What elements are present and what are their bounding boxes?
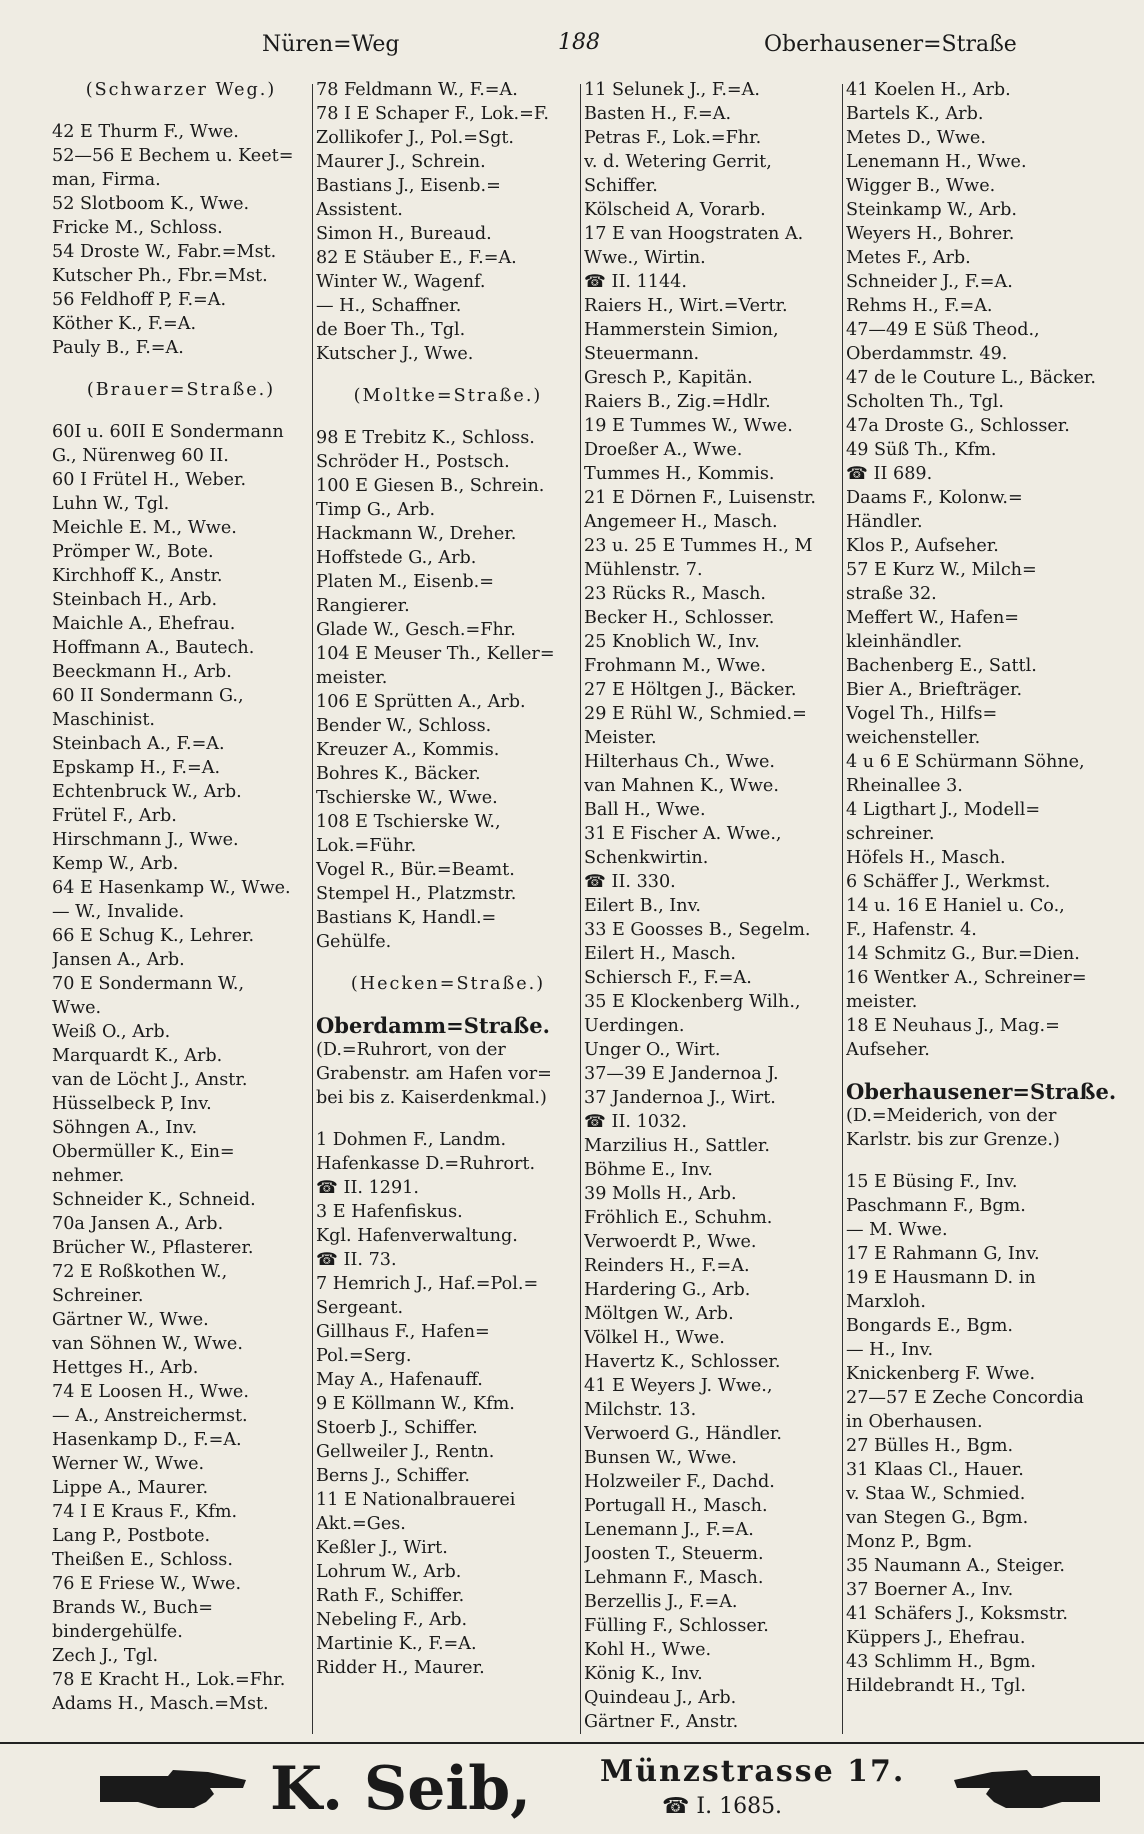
directory-entry: — M. Wwe. xyxy=(846,1220,948,1240)
directory-entry: Schröder H., Postsch. xyxy=(316,452,510,472)
directory-entry: Pauly B., F.=A. xyxy=(52,338,184,358)
directory-entry: Keßler J., Wirt. xyxy=(316,1538,448,1558)
directory-entry: meister. xyxy=(846,992,918,1012)
directory-entry: Meister. xyxy=(584,728,657,748)
directory-entry: Kirchhoff K., Anstr. xyxy=(52,566,223,586)
directory-entry: Kölscheid A, Vorarb. xyxy=(584,200,766,220)
column-divider xyxy=(312,84,313,1734)
directory-entry: Verwoerdt P., Wwe. xyxy=(584,1232,757,1252)
directory-entry: 15 E Büsing F., Inv. xyxy=(846,1172,1018,1192)
directory-entry: Prömper W., Bote. xyxy=(52,542,214,562)
directory-entry: v. d. Wetering Gerrit, xyxy=(584,152,772,172)
directory-entry: 35 Naumann A., Steiger. xyxy=(846,1556,1066,1576)
directory-entry: 31 E Fischer A. Wwe., xyxy=(584,824,782,844)
directory-entry: Obermüller K., Ein= xyxy=(52,1142,235,1162)
directory-entry: van de Löcht J., Anstr. xyxy=(52,1070,248,1090)
directory-entry: Meichle E. M., Wwe. xyxy=(52,518,237,538)
directory-entry: 29 E Rühl W., Schmied.= xyxy=(584,704,807,724)
directory-entry: 47—49 E Süß Theod., xyxy=(846,320,1040,340)
directory-entry: 106 E Sprütten A., Arb. xyxy=(316,692,526,712)
directory-entry: Quindeau J., Arb. xyxy=(584,1688,737,1708)
directory-entry: bei bis z. Kaiserdenkmal.) xyxy=(316,1088,547,1108)
directory-entry: Lippe A., Maurer. xyxy=(52,1478,209,1498)
spacer xyxy=(846,1062,1116,1080)
directory-entry: Höfels H., Masch. xyxy=(846,848,1006,868)
directory-entry: Rheinallee 3. xyxy=(846,776,963,796)
directory-entry: 54 Droste W., Fabr.=Mst. xyxy=(52,242,277,262)
directory-entry: Schiffer. xyxy=(584,176,658,196)
directory-entry: Echtenbruck W., Arb. xyxy=(52,782,242,802)
directory-entry: 25 Knoblich W., Inv. xyxy=(584,632,760,652)
directory-entry: Lehmann F., Masch. xyxy=(584,1568,764,1588)
directory-entry: 37 Jandernoa J., Wirt. xyxy=(584,1088,776,1108)
directory-entry: 41 Koelen H., Arb. xyxy=(846,80,1011,100)
directory-entry: Söhngen A., Inv. xyxy=(52,1118,198,1138)
directory-entry: Bunsen W., Wwe. xyxy=(584,1448,737,1468)
directory-entry: Lok.=Führ. xyxy=(316,836,417,856)
directory-entry: 31 Klaas Cl., Hauer. xyxy=(846,1460,1024,1480)
directory-entry: Adams H., Masch.=Mst. xyxy=(52,1694,269,1714)
directory-entry: Fricke M., Schloss. xyxy=(52,218,223,238)
directory-entry: meister. xyxy=(316,668,388,688)
street-heading: Oberdamm=Straße. xyxy=(316,1014,550,1038)
spacer xyxy=(316,408,580,426)
directory-entry: Bohres K., Bäcker. xyxy=(316,764,481,784)
directory-entry: Daams F., Kolonw.= xyxy=(846,488,1023,508)
directory-entry: Assistent. xyxy=(316,200,403,220)
directory-entry: 70 E Sondermann W., xyxy=(52,974,245,994)
directory-entry: Akt.=Ges. xyxy=(316,1514,406,1534)
directory-entry: 35 E Klockenberg Wilh., xyxy=(584,992,801,1012)
header-right-street: Oberhausener=Straße xyxy=(764,32,1017,57)
directory-entry: Bender W., Schloss. xyxy=(316,716,492,736)
directory-entry: Platen M., Eisenb.= xyxy=(316,572,494,592)
directory-entry: 11 Selunek J., F.=A. xyxy=(584,80,760,100)
spacer xyxy=(316,366,580,384)
directory-entry: 72 E Roßkothen W., xyxy=(52,1262,228,1282)
directory-entry: Kemp W., Arb. xyxy=(52,854,179,874)
directory-entry: Völkel H., Wwe. xyxy=(584,1328,725,1348)
directory-entry: Zollikofer J., Pol.=Sgt. xyxy=(316,128,514,148)
directory-entry: 74 E Loosen H., Wwe. xyxy=(52,1382,249,1402)
spacer xyxy=(846,1152,1116,1170)
directory-entry: Fülling F., Schlosser. xyxy=(584,1616,769,1636)
directory-entry: Raiers H., Wirt.=Vertr. xyxy=(584,296,788,316)
directory-entry: Epskamp H., F.=A. xyxy=(52,758,221,778)
directory-entry: Basten H., F.=A. xyxy=(584,104,732,124)
directory-entry: Marxloh. xyxy=(846,1292,926,1312)
directory-entry: Winter W., Wagenf. xyxy=(316,272,486,292)
directory-entry: 57 E Kurz W., Milch= xyxy=(846,560,1037,580)
directory-entry: Uerdingen. xyxy=(584,1016,685,1036)
directory-entry: van Söhnen W., Wwe. xyxy=(52,1334,243,1354)
directory-entry: bindergehülfe. xyxy=(52,1622,183,1642)
directory-entry: Böhme E., Inv. xyxy=(584,1160,713,1180)
directory-entry: 27 Bülles H., Bgm. xyxy=(846,1436,1014,1456)
directory-entry: Hoffmann A., Bautech. xyxy=(52,638,255,658)
directory-entry: straße 32. xyxy=(846,584,937,604)
directory-entry: Marzilius H., Sattler. xyxy=(584,1136,770,1156)
directory-entry: Oberdammstr. 49. xyxy=(846,344,1008,364)
directory-entry: Schiersch F., F.=A. xyxy=(584,968,752,988)
directory-entry: Paschmann F., Bgm. xyxy=(846,1196,1026,1216)
directory-entry: 52—56 E Bechem u. Keet= xyxy=(52,146,294,166)
directory-entry: man, Firma. xyxy=(52,170,161,190)
directory-entry: Hackmann W., Dreher. xyxy=(316,524,517,544)
directory-entry: Maichle A., Ehefrau. xyxy=(52,614,236,634)
directory-entry: ☎ II. 73. xyxy=(316,1250,397,1270)
spacer xyxy=(316,996,580,1014)
directory-entry: Lang P., Postbote. xyxy=(52,1526,211,1546)
directory-entry: Hilterhaus Ch., Wwe. xyxy=(584,752,775,772)
directory-entry: Weiß O., Arb. xyxy=(52,1022,171,1042)
directory-entry: Schenkwirtin. xyxy=(584,848,709,868)
directory-entry: Marquardt K., Arb. xyxy=(52,1046,223,1066)
directory-entry: Karlstr. bis zur Grenze.) xyxy=(846,1130,1060,1150)
directory-entry: Vogel R., Bür.=Beamt. xyxy=(316,860,515,880)
spacer xyxy=(316,1110,580,1128)
directory-entry: 42 E Thurm F., Wwe. xyxy=(52,122,239,142)
directory-entry: F., Hafenstr. 4. xyxy=(846,920,977,940)
directory-entry: Möltgen W., Arb. xyxy=(584,1304,734,1324)
directory-entry: Martinie K., F.=A. xyxy=(316,1634,477,1654)
directory-entry: — A., Anstreichermst. xyxy=(52,1406,248,1426)
directory-entry: (D.=Meiderich, von der xyxy=(846,1106,1057,1126)
directory-entry: Lenemann H., Wwe. xyxy=(846,152,1027,172)
page-number: 188 xyxy=(558,30,600,55)
column-divider xyxy=(842,84,843,1734)
directory-entry: Gärtner F., Anstr. xyxy=(584,1712,739,1732)
directory-entry: Steinbach H., Arb. xyxy=(52,590,218,610)
header-left-street: Nüren=Weg xyxy=(262,32,400,57)
directory-entry: Eilert B., Inv. xyxy=(584,896,702,916)
directory-entry: Sergeant. xyxy=(316,1298,404,1318)
directory-entry: Hardering G., Arb. xyxy=(584,1280,751,1300)
directory-entry: Brands W., Buch= xyxy=(52,1598,214,1618)
street-heading: Oberhausener=Straße. xyxy=(846,1080,1116,1104)
section-heading: (Moltke=Straße.) xyxy=(353,386,543,406)
directory-entry: Schneider K., Schneid. xyxy=(52,1190,256,1210)
directory-entry: Hafenkasse D.=Ruhrort. xyxy=(316,1154,536,1174)
directory-entry: Becker H., Schlosser. xyxy=(584,608,775,628)
directory-entry: 19 E Hausmann D. in xyxy=(846,1268,1036,1288)
directory-entry: Schneider J., F.=A. xyxy=(846,272,1013,292)
directory-entry: 47 de le Couture L., Bäcker. xyxy=(846,368,1096,388)
directory-entry: 41 Schäfers J., Koksmstr. xyxy=(846,1604,1068,1624)
directory-entry: Metes F., Arb. xyxy=(846,248,971,268)
directory-entry: v. Staa W., Schmied. xyxy=(846,1484,1026,1504)
directory-entry: Weyers H., Bohrer. xyxy=(846,224,1015,244)
directory-entry: Luhn W., Tgl. xyxy=(52,494,170,514)
directory-entry: Meffert W., Hafen= xyxy=(846,608,1020,628)
column-2 xyxy=(316,78,580,1738)
directory-entry: Timp G., Arb. xyxy=(316,500,436,520)
directory-entry: Wigger B., Wwe. xyxy=(846,176,996,196)
directory-entry: Metes D., Wwe. xyxy=(846,128,986,148)
directory-entry: 52 Slotboom K., Wwe. xyxy=(52,194,250,214)
directory-entry: 78 I E Schaper F., Lok.=F. xyxy=(316,104,549,124)
directory-entry: Portugall H., Masch. xyxy=(584,1496,768,1516)
directory-entry: in Oberhausen. xyxy=(846,1412,983,1432)
directory-entry: Frohmann M., Wwe. xyxy=(584,656,766,676)
directory-entry: Lenemann J., F.=A. xyxy=(584,1520,754,1540)
directory-entry: 56 Feldhoff P, F.=A. xyxy=(52,290,227,310)
advertiser-address: Münzstrasse 17. xyxy=(600,1754,906,1789)
spacer xyxy=(52,402,310,420)
directory-entry: Bastians K, Handl.= xyxy=(316,908,497,928)
directory-entry: Eilert H., Masch. xyxy=(584,944,737,964)
directory-entry: Holzweiler F., Dachd. xyxy=(584,1472,775,1492)
directory-entry: van Mahnen K., Wwe. xyxy=(584,776,779,796)
directory-entry: Mühlenstr. 7. xyxy=(584,560,703,580)
directory-entry: Gresch P., Kapitän. xyxy=(584,368,753,388)
directory-entry: Joosten T., Steuerm. xyxy=(584,1544,764,1564)
directory-entry: ☎ II. 1291. xyxy=(316,1178,419,1198)
directory-entry: Klos P., Aufseher. xyxy=(846,536,999,556)
spacer xyxy=(52,102,310,120)
directory-entry: 70a Jansen A., Arb. xyxy=(52,1214,224,1234)
directory-entry: 60 II Sondermann G., xyxy=(52,686,244,706)
page-header xyxy=(0,26,1144,66)
directory-entry: 16 Wentker A., Schreiner= xyxy=(846,968,1087,988)
directory-entry: Angemeer H., Masch. xyxy=(584,512,778,532)
directory-entry: Maurer J., Schrein. xyxy=(316,152,486,172)
directory-entry: 104 E Meuser Th., Keller= xyxy=(316,644,555,664)
directory-entry: Monz P., Bgm. xyxy=(846,1532,973,1552)
directory-entry: Bartels K., Arb. xyxy=(846,104,984,124)
directory-entry: Steuermann. xyxy=(584,344,700,364)
directory-entry: 66 E Schug K., Lehrer. xyxy=(52,926,255,946)
directory-entry: Simon H., Bureaud. xyxy=(316,224,492,244)
directory-entry: Rath F., Schiffer. xyxy=(316,1586,465,1606)
directory-entry: Steinbach A., F.=A. xyxy=(52,734,225,754)
directory-entry: 1 Dohmen F., Landm. xyxy=(316,1130,507,1150)
directory-entry: Köther K., F.=A. xyxy=(52,314,197,334)
section-heading: (Hecken=Straße.) xyxy=(350,974,546,994)
directory-entry: 82 E Stäuber E., F.=A. xyxy=(316,248,517,268)
directory-entry: Tschierske W., Wwe. xyxy=(316,788,498,808)
column-4 xyxy=(846,78,1116,1738)
directory-entry: 64 E Hasenkamp W., Wwe. xyxy=(52,878,291,898)
directory-entry: Fröhlich E., Schuhm. xyxy=(584,1208,773,1228)
column-3 xyxy=(584,78,840,1738)
directory-entry: Knickenberg F. Wwe. xyxy=(846,1364,1036,1384)
spacer xyxy=(52,360,310,378)
directory-entry: Beeckmann H., Arb. xyxy=(52,662,232,682)
directory-entry: 41 E Weyers J. Wwe., xyxy=(584,1376,773,1396)
directory-entry: Steinkamp W., Arb. xyxy=(846,200,1017,220)
directory-entry: 33 E Goosses B., Segelm. xyxy=(584,920,811,940)
directory-entry: ☎ II 689. xyxy=(846,464,933,484)
directory-entry: Hoffstede G., Arb. xyxy=(316,548,477,568)
directory-entry: Frütel F., Arb. xyxy=(52,806,177,826)
directory-entry: Glade W., Gesch.=Fhr. xyxy=(316,620,516,640)
directory-entry: ☎ II. 330. xyxy=(584,872,676,892)
directory-entry: 49 Süß Th., Kfm. xyxy=(846,440,997,460)
directory-entry: Unger O., Wirt. xyxy=(584,1040,721,1060)
directory-entry: Stempel H., Platzmstr. xyxy=(316,884,517,904)
directory-entry: Reinders H., F.=A. xyxy=(584,1256,750,1276)
directory-entry: van Stegen G., Bgm. xyxy=(846,1508,1029,1528)
directory-entry: 4 Ligthart J., Modell= xyxy=(846,800,1041,820)
directory-entry: Milchstr. 13. xyxy=(584,1400,697,1420)
directory-entry: Maschinist. xyxy=(52,710,155,730)
directory-entry: Raiers B., Zig.=Hdlr. xyxy=(584,392,771,412)
directory-entry: Schreiner. xyxy=(52,1286,144,1306)
directory-entry: 60 I Frütel H., Weber. xyxy=(52,470,247,490)
spacer xyxy=(316,954,580,972)
directory-entry: 17 E Rahmann G, Inv. xyxy=(846,1244,1040,1264)
directory-entry: Ridder H., Maurer. xyxy=(316,1658,485,1678)
directory-entry: 39 Molls H., Arb. xyxy=(584,1184,737,1204)
directory-entry: 9 E Köllmann W., Kfm. xyxy=(316,1394,515,1414)
directory-entry: 60I u. 60II E Sondermann xyxy=(52,422,284,442)
directory-entry: Werner W., Wwe. xyxy=(52,1454,205,1474)
directory-entry: Gillhaus F., Hafen= xyxy=(316,1322,490,1342)
directory-entry: Gellweiler J., Rentn. xyxy=(316,1442,495,1462)
directory-entry: nehmer. xyxy=(52,1166,125,1186)
directory-entry: kleinhändler. xyxy=(846,632,963,652)
directory-entry: 3 E Hafenfiskus. xyxy=(316,1202,463,1222)
advertiser-name: K. Seib, xyxy=(270,1754,532,1824)
directory-entry: Bastians J., Eisenb.= xyxy=(316,176,501,196)
advertiser-telephone: ☎ I. 1685. xyxy=(662,1794,783,1819)
directory-entry: 23 u. 25 E Tummes H., M xyxy=(584,536,813,556)
directory-entry: Bier A., Briefträger. xyxy=(846,680,1023,700)
directory-entry: 98 E Trebitz K., Schloss. xyxy=(316,428,535,448)
pointing-hand-icon xyxy=(98,1764,248,1814)
directory-entry: Hasenkamp D., F.=A. xyxy=(52,1430,242,1450)
directory-entry: Küppers J., Ehefrau. xyxy=(846,1628,1026,1648)
directory-entry: G., Nürenweg 60 II. xyxy=(52,446,229,466)
directory-entry: Nebeling F., Arb. xyxy=(316,1610,468,1630)
directory-entry: Rangierer. xyxy=(316,596,410,616)
directory-entry: 108 E Tschierske W., xyxy=(316,812,501,832)
directory-entry: 4 u 6 E Schürmann Söhne, xyxy=(846,752,1085,772)
directory-entry: Ball H., Wwe. xyxy=(584,800,706,820)
directory-entry: May A., Hafenauff. xyxy=(316,1370,483,1390)
directory-entry: schreiner. xyxy=(846,824,935,844)
directory-entry: Hildebrandt H., Tgl. xyxy=(846,1676,1027,1696)
directory-entry: 21 E Dörnen F., Luisenstr. xyxy=(584,488,817,508)
directory-entry: 14 u. 16 E Haniel u. Co., xyxy=(846,896,1065,916)
directory-entry: (D.=Ruhrort, von der xyxy=(316,1040,506,1060)
directory-entry: Jansen A., Arb. xyxy=(52,950,185,970)
directory-entry: Stoerb J., Schiffer. xyxy=(316,1418,478,1438)
directory-entry: 6 Schäffer J., Werkmst. xyxy=(846,872,1051,892)
directory-entry: 78 Feldmann W., F.=A. xyxy=(316,80,518,100)
directory-entry: 27—57 E Zeche Concordia xyxy=(846,1388,1084,1408)
directory-entry: Kohl H., Wwe. xyxy=(584,1640,712,1660)
advertisement-footer xyxy=(0,1742,1144,1830)
section-heading: (Brauer=Straße.) xyxy=(86,380,276,400)
directory-entry: Wwe. xyxy=(52,998,102,1018)
directory-entry: Hirschmann J., Wwe. xyxy=(52,830,239,850)
directory-entry: Vogel Th., Hilfs= xyxy=(846,704,998,724)
directory-entry: Berns J., Schiffer. xyxy=(316,1466,471,1486)
directory-entry: Tummes H., Kommis. xyxy=(584,464,775,484)
directory-entry: Kutscher Ph., Fbr.=Mst. xyxy=(52,266,268,286)
directory-entry: weichensteller. xyxy=(846,728,981,748)
directory-entry: Scholten Th., Tgl. xyxy=(846,392,1004,412)
directory-entry: Aufseher. xyxy=(846,1040,930,1060)
directory-entry: 23 Rücks R., Masch. xyxy=(584,584,767,604)
column-1 xyxy=(52,78,310,1738)
directory-entry: — H., Inv. xyxy=(846,1340,934,1360)
directory-entry: Pol.=Serg. xyxy=(316,1346,412,1366)
directory-entry: Händler. xyxy=(846,512,923,532)
directory-entry: ☎ II. 1144. xyxy=(584,272,687,292)
pointing-hand-icon xyxy=(952,1764,1102,1814)
directory-entry: 43 Schlimm H., Bgm. xyxy=(846,1652,1037,1672)
directory-entry: Kgl. Hafenverwaltung. xyxy=(316,1226,518,1246)
directory-entry: Hettges H., Arb. xyxy=(52,1358,199,1378)
directory-entry: 37—39 E Jandernoa J. xyxy=(584,1064,779,1084)
directory-entry: Berzellis J., F.=A. xyxy=(584,1592,738,1612)
directory-entry: 100 E Giesen B., Schrein. xyxy=(316,476,545,496)
directory-entry: Hüsselbeck P, Inv. xyxy=(52,1094,212,1114)
directory-entry: Brücher W., Pflasterer. xyxy=(52,1238,254,1258)
column-divider xyxy=(580,84,581,1734)
directory-entry: 74 I E Kraus F., Kfm. xyxy=(52,1502,238,1522)
directory-entry: Bongards E., Bgm. xyxy=(846,1316,1013,1336)
directory-entry: Verwoerd G., Händler. xyxy=(584,1424,782,1444)
directory-entry: 47a Droste G., Schlosser. xyxy=(846,416,1070,436)
directory-entry: Gehülfe. xyxy=(316,932,392,952)
directory-entry: Droeßer A., Wwe. xyxy=(584,440,743,460)
directory-entry: Theißen E., Schloss. xyxy=(52,1550,233,1570)
directory-entry: — H., Schaffner. xyxy=(316,296,462,316)
directory-entry: Gärtner W., Wwe. xyxy=(52,1310,209,1330)
directory-entry: Kutscher J., Wwe. xyxy=(316,344,474,364)
directory-entry: — W., Invalide. xyxy=(52,902,185,922)
directory-entry: Havertz K., Schlosser. xyxy=(584,1352,781,1372)
directory-entry: de Boer Th., Tgl. xyxy=(316,320,466,340)
directory-entry: 14 Schmitz G., Bur.=Dien. xyxy=(846,944,1080,964)
directory-entry: 17 E van Hoogstraten A. xyxy=(584,224,804,244)
directory-entry: Rehms H., F.=A. xyxy=(846,296,993,316)
directory-entry: 7 Hemrich J., Haf.=Pol.= xyxy=(316,1274,539,1294)
directory-entry: 18 E Neuhaus J., Mag.= xyxy=(846,1016,1060,1036)
directory-entry: 76 E Friese W., Wwe. xyxy=(52,1574,242,1594)
directory-entry: 78 E Kracht H., Lok.=Fhr. xyxy=(52,1670,286,1690)
directory-entry: Grabenstr. am Hafen vor= xyxy=(316,1064,552,1084)
directory-entry: 11 E Nationalbrauerei xyxy=(316,1490,516,1510)
directory-entry: Hammerstein Simion, xyxy=(584,320,779,340)
directory-entry: Lohrum W., Arb. xyxy=(316,1562,462,1582)
directory-entry: Petras F., Lok.=Fhr. xyxy=(584,128,762,148)
section-heading: (Schwarzer Weg.) xyxy=(85,80,277,100)
directory-entry: Wwe., Wirtin. xyxy=(584,248,706,268)
directory-entry: Kreuzer A., Kommis. xyxy=(316,740,500,760)
directory-entry: 19 E Tummes W., Wwe. xyxy=(584,416,793,436)
directory-entry: Zech J., Tgl. xyxy=(52,1646,159,1666)
directory-entry: 37 Boerner A., Inv. xyxy=(846,1580,1014,1600)
directory-entry: ☎ II. 1032. xyxy=(584,1112,687,1132)
directory-entry: König K., Inv. xyxy=(584,1664,703,1684)
directory-entry: 27 E Höltgen J., Bäcker. xyxy=(584,680,797,700)
directory-entry: Bachenberg E., Sattl. xyxy=(846,656,1037,676)
